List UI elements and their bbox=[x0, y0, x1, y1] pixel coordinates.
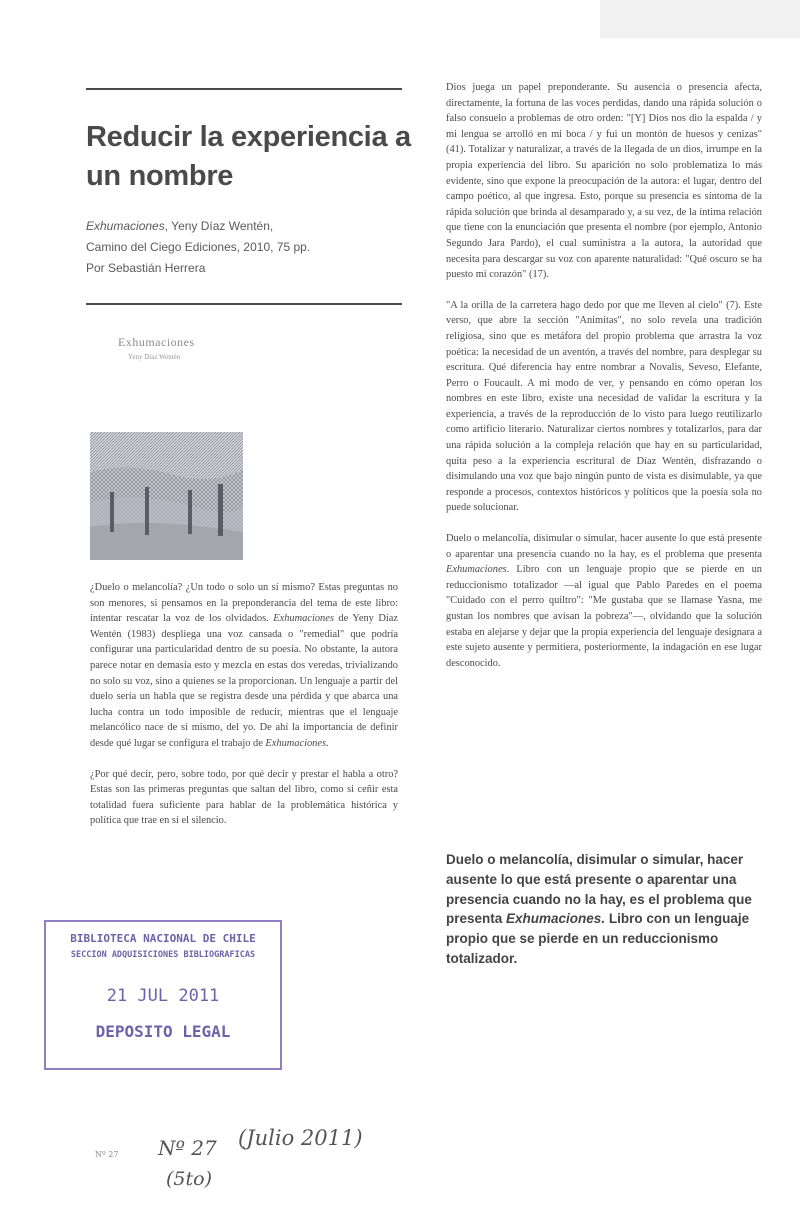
meta-line-2: Camino del Ciego Ediciones, 2010, 75 pp. bbox=[86, 240, 311, 254]
left-paragraph-2: ¿Por qué decir, pero, sobre todo, por qué decir y prestar el habla a otro? Estas son las primeras preguntas que saltan del libro, como si ceñir esta totalidad fuera suficiente para hablar de la problemática histórica y política que trae en sí el silencio. bbox=[90, 768, 398, 827]
book-title: Exhumaciones bbox=[86, 219, 165, 233]
right-paragraph-3: Duelo o melancolía, disimular o simular, hacer ausente lo que está presente o aparentar una presencia cuando no la hay, es el problema que presenta Exhumaciones. Libro con un lenguaje propio que se pierde en un reduccionismo totalizador —al igual que Pablo Paredes en el poema "Cuidado con el perro quiltro": "Me gustaba que se llamase Yasna, me gustan los nombres que avisan la pobreza"—, olvidando que la solución estaba en alejarse y dejar que la propia experiencia del lenguaje designara a este sujeto ausente y permitiera, posteriormente, la indagación en ese lugar desconocido. bbox=[446, 533, 762, 669]
library-stamp bbox=[44, 920, 282, 1070]
stamp-line-2: SECCION ADQUISICIONES BIBLIOGRAFICAS bbox=[70, 950, 256, 960]
handwritten-date: (Julio 2011) bbox=[238, 1126, 363, 1150]
cover-author: Yeny Díaz Wentén bbox=[128, 353, 181, 361]
middle-rule bbox=[86, 303, 402, 305]
left-paragraph-1: ¿Duelo o melancolía? ¿Un todo o solo un sí mismo? Estas preguntas no son menores, si pensamos en la preponderancia del tema de este libro: intentar rescatar la voz de los olvidados. Exhumaciones de Yeny Díaz Wentén (1983) despliega una voz cansada o "remedial" que podría configurar una particularidad dentro de su poesía. No obstante, la autora parece notar en demasía esto y mezcla en estas dos veredas, trivializando no solo su voz, sino a quienes se la proporcionan. Un lenguaje a partir del duelo sería un habla que se registra desde una pérdida y que abarca una lucha contra un todo imposible de reducir, mientras que el lenguaje melancólico nace de sí mismo, del yo. De ahí la importancia de definir desde qué lugar se configura el trabajo de Exhumaciones. bbox=[90, 582, 399, 749]
article-title: Reducir la experiencia a un nombre bbox=[86, 121, 411, 192]
right-paragraph-2: "A la orilla de la carretera hago dedo por que me lleven al cielo" (7). Este verso, que abre la sección "Animitas", no solo revela una tradición religiosa, sino que es metáfora del propio problema que arrastra la voz poética: la necesidad de un aventón, a través del nombre, para desplegar su escritura. Qué diferencia hay entre nombrar a Novalis, Seveso, Elefante, Perro o Foucault. A mi modo de ver, y pensando en cómo operan los nombres en este libro, existe una necesidad de validar la escritura y la experiencia, a través de la reproducción de lo visto para luego reutilizarlo como artificio literario. Naturalizar ciertos nombres y totalizarlos, para dar una rápida solución a la compleja relación que hay en su particularidad, quita peso a la experiencia escritural de Díaz Wentén, disfrazando o disimulando una voz que bajo ningún punto de vista es disimulable, ya que responde a procesos, contextos históricos y políticos que la poesía sola no puede solucionar. bbox=[446, 299, 762, 514]
top-rule bbox=[86, 88, 402, 90]
book-metadata bbox=[86, 216, 416, 279]
author-byline: Por Sebastián Herrera bbox=[86, 261, 206, 275]
left-column bbox=[90, 580, 398, 844]
scan-corner-mark bbox=[600, 0, 800, 38]
cover-title: Exhumaciones bbox=[118, 335, 195, 349]
stamp-date: 21 JUL 2011 bbox=[106, 986, 220, 1006]
handwritten-note: (5to) bbox=[166, 1168, 212, 1190]
stamp-footer: DEPOSITO LEGAL bbox=[95, 1022, 231, 1041]
handwritten-number: Nº 27 bbox=[158, 1136, 217, 1160]
book-cover bbox=[90, 320, 390, 580]
pull-quote: Duelo o melancolía, disimular o simular, hacer ausente lo que está presente o aparentar una presencia cuando no la hay, es el problema que presenta Exhumaciones. Libro con un lenguaje propio que se pierde en un reduccionismo totalizador. bbox=[446, 852, 752, 966]
meta-line-1: Exhumaciones, Yeny Díaz Wentén, bbox=[86, 219, 274, 233]
landscape-illustration-icon bbox=[90, 432, 243, 560]
right-column bbox=[446, 80, 762, 686]
right-paragraph-1: Dios juega un papel preponderante. Su ausencia o presencia afecta, directamente, la fortuna de las voces perdidas, dando una rápida solución o falso consuelo a problemas de otro orden: "[Y] Dios nos dio la espalda / y mi lengua se arrolló en mi boca / y fui un montón de huesos y cenizas" (41). Totalizar y naturalizar, a través de la llegada de un dios, irrumpe en la propia experiencia del libro. Su aparición no solo problematiza lo más evidente, sino que expone la preocupación de la autora: el lugar, dentro del campo poético, al que ingresa. Esto, porque su presencia es síntoma de la rápida solución que brinda al desamparado y, a su vez, de la íntima relación que tiene con la enunciación que presenta el nombre (por ejemplo, Antonio Segundo Jara Pardo), el cual suministra a la autora, la autoridad que necesita para descargar su voz con aparente naturalidad: "Qué oscuro se ha puesto mi corazón" (17). bbox=[446, 82, 762, 281]
handwritten-small-label: Nº 27 bbox=[95, 1150, 119, 1159]
stamp-line-1: BIBLIOTECA NACIONAL DE CHILE bbox=[70, 932, 256, 945]
